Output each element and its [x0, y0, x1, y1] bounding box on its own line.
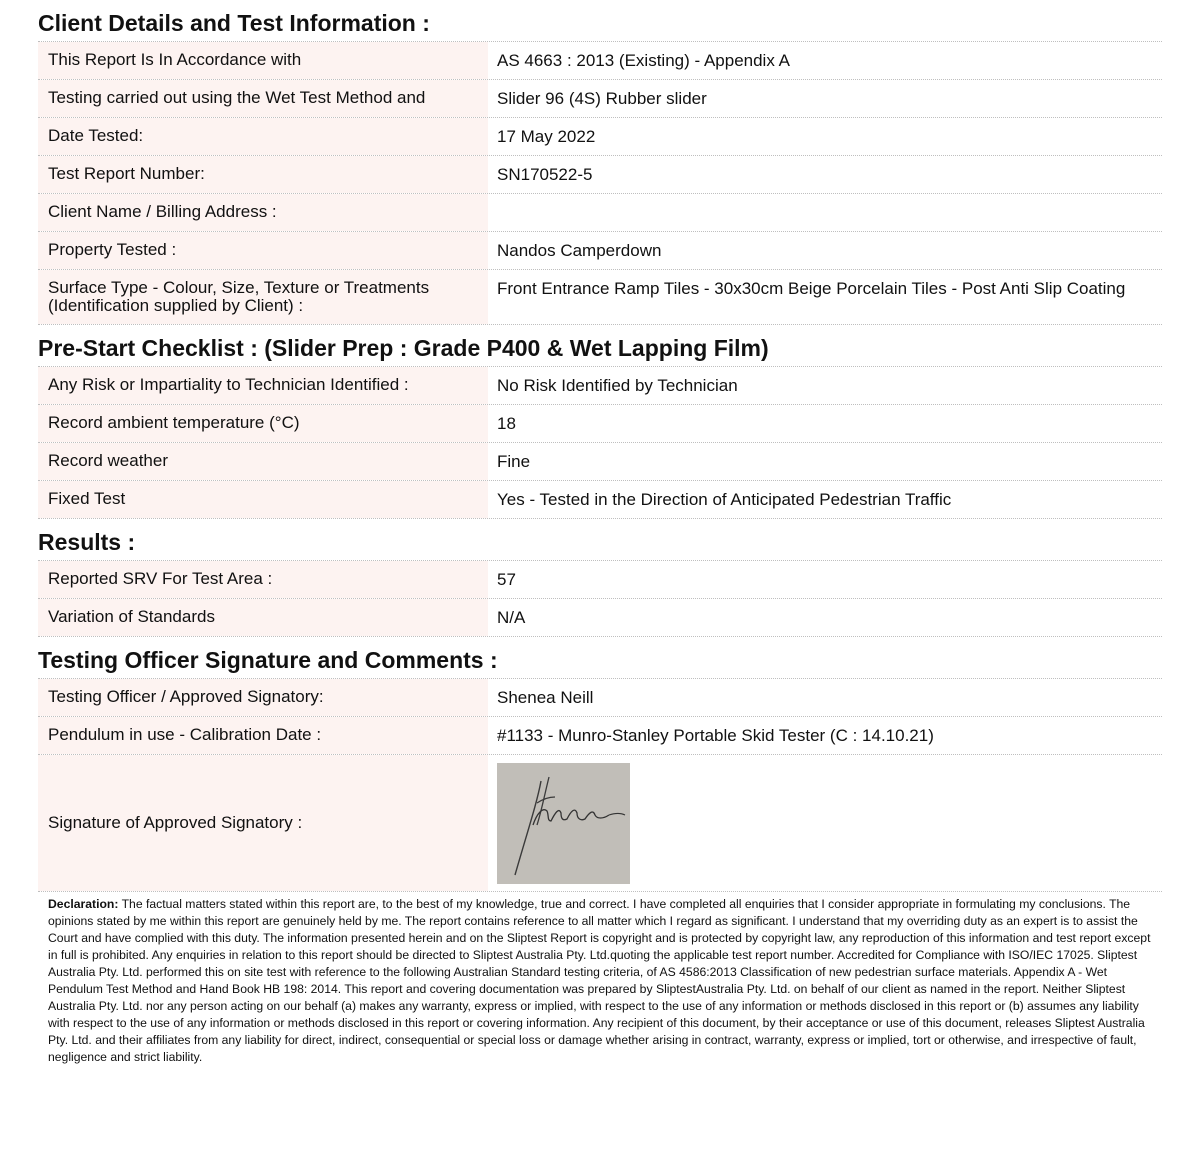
row-label: Record weather [38, 443, 488, 480]
signature-label [38, 755, 488, 891]
srv-value: 57 [497, 570, 516, 589]
table-row [38, 156, 1162, 194]
signature-row [38, 755, 1162, 892]
row-value: AS 4663 : 2013 (Existing) - Appendix A [497, 51, 790, 70]
row-label: Fixed Test [38, 481, 488, 518]
row-value: Nandos Camperdown [497, 241, 662, 260]
row-label: This Report Is In Accordance with [38, 42, 488, 79]
row-value: Front Entrance Ramp Tiles - 30x30cm Beige Porcelain Tiles - Post Anti Slip Coating [497, 279, 1126, 298]
table-row [38, 232, 1162, 270]
declaration-block [38, 892, 1162, 1066]
row-value: 18 [497, 414, 516, 433]
table-row [38, 561, 1162, 599]
table-row [38, 118, 1162, 156]
row-label: Reported SRV For Test Area : [38, 561, 488, 598]
table-row [38, 599, 1162, 637]
row-value [488, 194, 1162, 231]
signature-label-text: Signature of Approved Signatory : [48, 813, 303, 832]
row-label: Any Risk or Impartiality to Technician Identified : [38, 367, 488, 404]
row-label: Test Report Number: [38, 156, 488, 193]
row-value: N/A [497, 608, 526, 627]
row-value: Slider 96 (4S) Rubber slider [497, 89, 707, 108]
row-value: Fine [497, 452, 531, 471]
row-label: Pendulum in use - Calibration Date : [38, 717, 488, 754]
row-value: #1133 - Munro-Stanley Portable Skid Tester (C : 14.10.21) [497, 726, 934, 745]
results-table [38, 560, 1162, 637]
client-details-title: Client Details and Test Information : [38, 10, 430, 36]
row-label: Testing Officer / Approved Signatory: [38, 679, 488, 716]
row-label: Testing carried out using the Wet Test Method and [38, 80, 488, 117]
row-value: Shenea Neill [497, 688, 594, 707]
table-row [38, 443, 1162, 481]
row-value: Yes - Tested in the Direction of Anticipated Pedestrian Traffic [497, 490, 952, 509]
signature-image [497, 763, 630, 884]
row-label: Variation of Standards [38, 599, 488, 636]
table-row [38, 80, 1162, 118]
row-label: Record ambient temperature (°C) [38, 405, 488, 442]
table-row [38, 367, 1162, 405]
report-page [38, 0, 1162, 1066]
signature-section-title: Testing Officer Signature and Comments : [38, 647, 498, 673]
table-row [38, 194, 1162, 232]
row-value: 17 May 2022 [497, 127, 596, 146]
row-label: Client Name / Billing Address : [38, 194, 488, 231]
declaration-text: The factual matters stated within this report are, to the best of my knowledge, true and correct. I have completed all enquiries that I consider appropriate in formulating my conclusions. The opinions stated by me within this report are genuinely held by me. The report contains reference to all matter which I regard as significant. I understand that my overriding duty as an expert is to assist the Court and have complied with this duty. The information presented herein and on the Sliptest Report is copyright and is protected by copyright law, any reproduction of this information and test report except in full is prohibited. Any enquiries in relation to this report should be directed to Sliptest Australia Pty. Ltd.quoting the applicable test report number. Accredited for Compliance with ISO/IEC 17025. Sliptest Australia Pty. Ltd. performed this on site test with reference to the following Australian Standard testing criteria, of AS 4586:2013 Classification of new pedestrian surface materials. Appendix A - Wet Pendulum Test Method and Hand Book HB 198: 2014. This report and covering documentation was prepared by SliptestAustralia Pty. Ltd. on behalf of our client as named in the report. Neither Sliptest Australia Pty. Ltd. nor any person acting on our behalf (a) makes any warranty, express or implied, with respect to the use of any information or methods disclosed in this report or (b) assumes any liability with respect to the use of any information or methods disclosed in this report or covering information. Any recipient of this document, by their acceptance or use of this document, releases Sliptest Australia Pty. Ltd. and their affiliates from any liability for direct, indirect, consequential or special loss or damage whether arising in contract, warranty, express or implied, tort or otherwise, and irrespective of fault, negligence and strict liability. [48, 897, 1151, 1064]
signature-cell [488, 755, 1162, 891]
table-row [38, 481, 1162, 519]
table-row [38, 717, 1162, 755]
row-value: No Risk Identified by Technician [497, 376, 738, 395]
prestart-checklist-title: Pre-Start Checklist : (Slider Prep : Grade P400 & Wet Lapping Film) [38, 335, 769, 361]
table-row [38, 42, 1162, 80]
row-value: SN170522-5 [497, 165, 593, 184]
table-row [38, 270, 1162, 325]
table-row [38, 405, 1162, 443]
declaration-heading: Declaration: [48, 897, 119, 911]
table-row [38, 679, 1162, 717]
row-label: Property Tested : [38, 232, 488, 269]
row-label: Surface Type - Colour, Size, Texture or Treatments (Identification supplied by Client) : [38, 270, 488, 324]
client-details-table [38, 41, 1162, 325]
prestart-checklist-table [38, 366, 1162, 519]
signature-table [38, 678, 1162, 892]
row-label: Date Tested: [38, 118, 488, 155]
results-title: Results : [38, 529, 136, 555]
